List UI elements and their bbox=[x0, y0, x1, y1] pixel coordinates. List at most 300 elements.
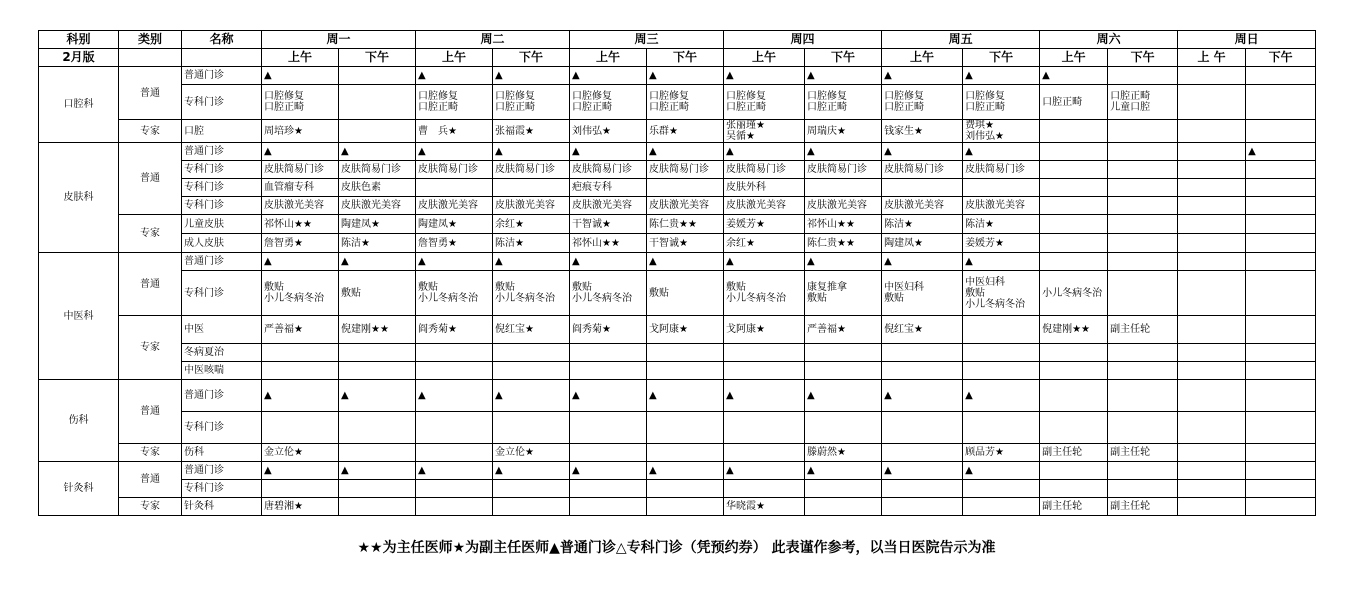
cell-text: 皮肤简易门诊 bbox=[264, 164, 324, 175]
cell-text: 陶建凤★ bbox=[884, 237, 924, 249]
clinic-name-cell: 专科门诊 bbox=[182, 85, 262, 120]
schedule-cell bbox=[963, 120, 1040, 143]
schedule-cell bbox=[416, 344, 493, 362]
schedule-cell bbox=[1178, 462, 1246, 480]
table-row bbox=[39, 161, 1316, 179]
schedule-table bbox=[38, 30, 1316, 516]
schedule-cell bbox=[493, 362, 570, 380]
schedule-cell bbox=[1108, 215, 1178, 234]
cell-text: 敷贴 bbox=[495, 282, 516, 293]
schedule-cell bbox=[1246, 412, 1316, 444]
schedule-cell bbox=[262, 344, 339, 362]
schedule-cell bbox=[882, 67, 963, 85]
cell-text: ▲ bbox=[884, 390, 892, 401]
schedule-cell bbox=[1040, 344, 1108, 362]
cell-text: ▲ bbox=[418, 70, 426, 81]
schedule-cell bbox=[882, 215, 963, 234]
schedule-cell bbox=[570, 271, 647, 316]
cell-text: 副主任轮 bbox=[1110, 447, 1151, 458]
schedule-cell bbox=[493, 143, 570, 161]
schedule-cell bbox=[1040, 143, 1108, 161]
schedule-cell bbox=[1108, 67, 1178, 85]
header-day-wed: 周三 bbox=[570, 31, 724, 49]
schedule-cell bbox=[416, 316, 493, 344]
schedule-cell bbox=[1246, 67, 1316, 85]
schedule-cell bbox=[724, 380, 805, 412]
cell-text: ▲ bbox=[965, 465, 973, 476]
header-day-thu: 周四 bbox=[724, 31, 882, 49]
cell-text: ▲ bbox=[572, 256, 580, 267]
clinic-name-cell: 中医咳喘 bbox=[182, 362, 262, 380]
cell-text: ▲ bbox=[965, 146, 973, 157]
schedule-cell bbox=[1178, 344, 1246, 362]
cell-text: 戈阿康★ bbox=[649, 324, 688, 335]
category-cell: 普通 bbox=[119, 143, 182, 215]
schedule-cell bbox=[647, 316, 724, 344]
pm-label: 下午 bbox=[963, 49, 1040, 67]
cell-text: 皮肤激光美容 bbox=[807, 200, 868, 211]
schedule-cell bbox=[570, 362, 647, 380]
cell-text: 吴循★ bbox=[726, 131, 756, 142]
am-label: 上午 bbox=[570, 49, 647, 67]
schedule-cell bbox=[416, 362, 493, 380]
schedule-cell bbox=[724, 197, 805, 215]
schedule-cell bbox=[963, 316, 1040, 344]
schedule-cell bbox=[882, 444, 963, 462]
schedule-cell bbox=[805, 215, 882, 234]
schedule-cell bbox=[262, 498, 339, 516]
schedule-cell bbox=[1040, 161, 1108, 179]
clinic-name-cell: 专科门诊 bbox=[182, 179, 262, 197]
schedule-cell bbox=[262, 161, 339, 179]
schedule-cell bbox=[1108, 412, 1178, 444]
schedule-cell bbox=[963, 498, 1040, 516]
schedule-cell bbox=[963, 253, 1040, 271]
cell-text: 皮肤激光美容 bbox=[726, 200, 787, 211]
schedule-cell bbox=[963, 344, 1040, 362]
schedule-cell bbox=[1178, 480, 1246, 498]
dept-cell: 中医科 bbox=[39, 253, 119, 380]
schedule-cell bbox=[882, 480, 963, 498]
schedule-cell bbox=[262, 412, 339, 444]
category-cell: 专家 bbox=[119, 498, 182, 516]
schedule-cell bbox=[1040, 67, 1108, 85]
schedule-cell bbox=[1040, 316, 1108, 344]
cell-text: 皮肤外科 bbox=[726, 182, 767, 193]
clinic-name-cell: 普通门诊 bbox=[182, 67, 262, 85]
cell-text: 口腔正畸 bbox=[1110, 91, 1151, 102]
schedule-cell bbox=[647, 179, 724, 197]
schedule-cell bbox=[647, 85, 724, 120]
cell-text: ▲ bbox=[726, 390, 734, 401]
schedule-cell bbox=[647, 271, 724, 316]
schedule-cell bbox=[416, 215, 493, 234]
table-row bbox=[39, 480, 1316, 498]
schedule-cell bbox=[724, 498, 805, 516]
schedule-cell bbox=[493, 197, 570, 215]
cell-text: ▲ bbox=[884, 146, 892, 157]
clinic-name-cell: 普通门诊 bbox=[182, 143, 262, 161]
cell-text: 倪红宝★ bbox=[884, 324, 924, 335]
schedule-cell bbox=[647, 462, 724, 480]
schedule-cell bbox=[493, 67, 570, 85]
schedule-cell bbox=[1178, 179, 1246, 197]
schedule-cell bbox=[1040, 253, 1108, 271]
cell-text: 张福霞★ bbox=[495, 125, 534, 137]
cell-text: 口腔修复 bbox=[264, 91, 304, 102]
header-day-fri: 周五 bbox=[882, 31, 1040, 49]
cell-text: 皮肤激光美容 bbox=[572, 200, 633, 211]
cell-text: 严善福★ bbox=[264, 324, 303, 335]
cell-text: ▲ bbox=[726, 146, 734, 157]
schedule-cell bbox=[963, 67, 1040, 85]
schedule-cell bbox=[1246, 85, 1316, 120]
schedule-cell bbox=[647, 234, 724, 253]
schedule-cell bbox=[1178, 197, 1246, 215]
cell-text: 小儿冬病冬治 bbox=[264, 293, 324, 304]
schedule-cell bbox=[882, 179, 963, 197]
category-cell: 专家 bbox=[119, 120, 182, 143]
cell-text: 小儿冬病冬治 bbox=[965, 298, 1026, 310]
cell-text: ▲ bbox=[418, 256, 426, 267]
schedule-cell bbox=[647, 197, 724, 215]
schedule-cell bbox=[963, 480, 1040, 498]
cell-text: 陈仁贵★★ bbox=[807, 237, 855, 249]
header-day-sun: 周日 bbox=[1178, 31, 1316, 49]
schedule-cell bbox=[805, 85, 882, 120]
schedule-cell bbox=[262, 480, 339, 498]
schedule-cell bbox=[647, 143, 724, 161]
schedule-cell bbox=[805, 197, 882, 215]
schedule-cell bbox=[570, 380, 647, 412]
schedule-cell bbox=[339, 344, 416, 362]
schedule-cell bbox=[416, 143, 493, 161]
cell-text: 阎秀菊★ bbox=[572, 324, 611, 335]
schedule-cell bbox=[805, 67, 882, 85]
schedule-cell bbox=[963, 444, 1040, 462]
cell-text: ▲ bbox=[341, 465, 349, 476]
cell-text: 皮肤简易门诊 bbox=[649, 164, 710, 175]
cell-text: 血管瘤专科 bbox=[264, 182, 314, 193]
schedule-cell bbox=[882, 380, 963, 412]
schedule-cell bbox=[339, 271, 416, 316]
pm-label: 下午 bbox=[1246, 49, 1316, 67]
schedule-cell bbox=[1040, 120, 1108, 143]
schedule-cell bbox=[493, 271, 570, 316]
pm-label: 下午 bbox=[805, 49, 882, 67]
cell-text: 祁怀山★★ bbox=[264, 218, 312, 230]
cell-text: 口腔正畸 bbox=[418, 102, 459, 113]
schedule-cell bbox=[1040, 179, 1108, 197]
schedule-cell bbox=[262, 179, 339, 197]
cell-text: ▲ bbox=[649, 390, 657, 401]
am-label: 上午 bbox=[262, 49, 339, 67]
cell-text: 敷贴 bbox=[726, 282, 747, 293]
cell-text: ▲ bbox=[807, 146, 815, 157]
schedule-cell bbox=[339, 215, 416, 234]
schedule-cell bbox=[1040, 480, 1108, 498]
schedule-cell bbox=[647, 498, 724, 516]
schedule-cell bbox=[570, 344, 647, 362]
schedule-cell bbox=[339, 179, 416, 197]
schedule-cell bbox=[1108, 271, 1178, 316]
schedule-cell bbox=[493, 161, 570, 179]
table-row bbox=[39, 444, 1316, 462]
schedule-cell bbox=[963, 215, 1040, 234]
cell-text: 周瑞庆★ bbox=[807, 125, 847, 137]
schedule-cell bbox=[493, 380, 570, 412]
schedule-cell bbox=[1178, 85, 1246, 120]
cell-text: 小儿冬病冬治 bbox=[572, 293, 633, 304]
cell-text: 口腔正畸 bbox=[807, 102, 848, 113]
schedule-cell bbox=[262, 271, 339, 316]
schedule-cell bbox=[724, 67, 805, 85]
cell-text: 口腔正畸 bbox=[965, 102, 1006, 113]
schedule-cell bbox=[1108, 380, 1178, 412]
table-row bbox=[39, 380, 1316, 412]
dept-cell: 口腔科 bbox=[39, 67, 119, 143]
cell-text: ▲ bbox=[807, 70, 815, 81]
schedule-cell bbox=[570, 412, 647, 444]
cell-text: 张丽瑾★ bbox=[726, 120, 766, 131]
schedule-cell bbox=[1178, 161, 1246, 179]
schedule-cell bbox=[416, 197, 493, 215]
schedule-cell bbox=[882, 143, 963, 161]
cell-text: 皮肤激光美容 bbox=[341, 200, 401, 211]
schedule-cell bbox=[724, 253, 805, 271]
cell-text: 口腔修复 bbox=[572, 91, 613, 102]
schedule-cell bbox=[724, 271, 805, 316]
schedule-cell bbox=[570, 498, 647, 516]
schedule-cell bbox=[570, 234, 647, 253]
cell-text: 副主任轮 bbox=[1042, 501, 1083, 512]
schedule-cell bbox=[882, 498, 963, 516]
schedule-cell bbox=[570, 67, 647, 85]
cell-text: 詹智勇★ bbox=[264, 237, 303, 249]
cell-text: 费琪★ bbox=[965, 120, 995, 131]
cell-text: 华晓霞★ bbox=[726, 501, 766, 512]
schedule-cell bbox=[724, 362, 805, 380]
schedule-cell bbox=[724, 344, 805, 362]
subheader-empty bbox=[182, 49, 262, 67]
cell-text: 康复推拿 bbox=[807, 282, 848, 293]
schedule-cell bbox=[1246, 344, 1316, 362]
schedule-cell bbox=[805, 253, 882, 271]
cell-text: 陈仁贵★★ bbox=[649, 218, 697, 230]
cell-text: ▲ bbox=[726, 465, 734, 476]
cell-text: ▲ bbox=[807, 390, 815, 401]
schedule-cell bbox=[963, 143, 1040, 161]
schedule-cell bbox=[1108, 234, 1178, 253]
cell-text: 小儿冬病冬治 bbox=[1042, 287, 1103, 299]
schedule-cell bbox=[882, 197, 963, 215]
schedule-cell bbox=[882, 253, 963, 271]
cell-text: 皮肤简易门诊 bbox=[884, 164, 945, 175]
schedule-cell bbox=[1108, 444, 1178, 462]
schedule-cell bbox=[1246, 480, 1316, 498]
cell-text: 陈洁★ bbox=[341, 237, 370, 249]
schedule-cell bbox=[1040, 412, 1108, 444]
schedule-cell bbox=[882, 234, 963, 253]
schedule-cell bbox=[493, 234, 570, 253]
schedule-cell bbox=[647, 161, 724, 179]
legend-footer: ★★为主任医师★为副主任医师▲普通门诊△专科门诊（凭预约券） 此表谨作参考，以当日医院告示为准 bbox=[357, 540, 996, 556]
schedule-cell bbox=[1246, 120, 1316, 143]
cell-text: 口腔正畸 bbox=[264, 102, 304, 113]
schedule-cell bbox=[416, 412, 493, 444]
cell-text: 皮肤色素 bbox=[341, 182, 381, 193]
schedule-cell bbox=[570, 179, 647, 197]
cell-text: 詹智勇★ bbox=[418, 237, 457, 249]
schedule-cell bbox=[805, 344, 882, 362]
cell-text: 滕蔚然★ bbox=[807, 447, 847, 458]
cell-text: 敷贴 bbox=[341, 287, 361, 299]
cell-text: 口腔修复 bbox=[807, 91, 848, 102]
clinic-name-cell: 专科门诊 bbox=[182, 480, 262, 498]
header-category: 类别 bbox=[119, 31, 182, 49]
cell-text: ▲ bbox=[495, 256, 503, 267]
table-row bbox=[39, 215, 1316, 234]
cell-text: 皮肤简易门诊 bbox=[726, 164, 787, 175]
cell-text: 副主任轮 bbox=[1110, 501, 1151, 512]
clinic-name-cell: 普通门诊 bbox=[182, 253, 262, 271]
schedule-cell bbox=[1040, 234, 1108, 253]
schedule-cell bbox=[570, 316, 647, 344]
schedule-cell bbox=[724, 215, 805, 234]
cell-text: 周培珍★ bbox=[264, 125, 303, 137]
schedule-cell bbox=[1246, 161, 1316, 179]
schedule-cell bbox=[1246, 143, 1316, 161]
table-row bbox=[39, 344, 1316, 362]
cell-text: 钱家生★ bbox=[884, 125, 924, 137]
schedule-cell bbox=[570, 161, 647, 179]
schedule-cell bbox=[882, 120, 963, 143]
schedule-cell bbox=[882, 362, 963, 380]
schedule-cell bbox=[493, 480, 570, 498]
schedule-cell bbox=[1178, 362, 1246, 380]
schedule-cell bbox=[493, 498, 570, 516]
cell-text: 皮肤激光美容 bbox=[965, 200, 1026, 211]
cell-text: 小儿冬病冬治 bbox=[418, 293, 479, 304]
schedule-cell bbox=[339, 462, 416, 480]
pm-label: 下午 bbox=[647, 49, 724, 67]
schedule-cell bbox=[262, 67, 339, 85]
cell-text: ▲ bbox=[341, 256, 349, 267]
schedule-cell bbox=[262, 234, 339, 253]
schedule-cell bbox=[1108, 161, 1178, 179]
schedule-cell bbox=[416, 234, 493, 253]
cell-text: 顾品芳★ bbox=[965, 447, 1005, 458]
cell-text: 皮肤简易门诊 bbox=[418, 164, 479, 175]
dept-cell: 伤科 bbox=[39, 380, 119, 462]
schedule-cell bbox=[493, 215, 570, 234]
cell-text: ▲ bbox=[264, 465, 272, 476]
cell-text: 敷贴 bbox=[965, 287, 986, 299]
version-label: 2月版 bbox=[39, 49, 119, 67]
cell-text: 陈洁★ bbox=[495, 237, 524, 249]
dept-cell: 针灸科 bbox=[39, 462, 119, 516]
cell-text: 副主任轮 bbox=[1110, 324, 1151, 335]
schedule-cell bbox=[262, 197, 339, 215]
schedule-cell bbox=[724, 179, 805, 197]
cell-text: ▲ bbox=[264, 146, 272, 157]
cell-text: 金立伦★ bbox=[264, 447, 303, 458]
cell-text: ▲ bbox=[495, 70, 503, 81]
header-dept: 科别 bbox=[39, 31, 119, 49]
subheader-empty bbox=[119, 49, 182, 67]
schedule-cell bbox=[963, 462, 1040, 480]
table-row bbox=[39, 197, 1316, 215]
am-label: 上午 bbox=[1040, 49, 1108, 67]
schedule-cell bbox=[1178, 412, 1246, 444]
schedule-cell bbox=[262, 362, 339, 380]
cell-text: 乐群★ bbox=[649, 125, 678, 137]
schedule-cell bbox=[493, 412, 570, 444]
schedule-cell bbox=[1246, 197, 1316, 215]
schedule-cell bbox=[262, 143, 339, 161]
cell-text: 口腔正畸 bbox=[726, 102, 767, 113]
schedule-cell bbox=[1040, 444, 1108, 462]
category-cell: 普通 bbox=[119, 380, 182, 444]
schedule-cell bbox=[339, 412, 416, 444]
clinic-name-cell: 普通门诊 bbox=[182, 462, 262, 480]
schedule-cell bbox=[805, 120, 882, 143]
cell-text: 口腔正畸 bbox=[1042, 96, 1083, 108]
schedule-cell bbox=[1178, 444, 1246, 462]
table-row bbox=[39, 143, 1316, 161]
schedule-cell bbox=[339, 120, 416, 143]
schedule-cell bbox=[1246, 444, 1316, 462]
cell-text: ▲ bbox=[726, 70, 734, 81]
schedule-cell bbox=[724, 234, 805, 253]
schedule-cell bbox=[416, 85, 493, 120]
schedule-cell bbox=[805, 234, 882, 253]
cell-text: ▲ bbox=[649, 146, 657, 157]
cell-text: 皮肤激光美容 bbox=[264, 200, 324, 211]
schedule-cell bbox=[963, 234, 1040, 253]
table-row bbox=[39, 120, 1316, 143]
schedule-cell bbox=[1246, 271, 1316, 316]
cell-text: 戈阿康★ bbox=[726, 324, 766, 335]
schedule-cell bbox=[339, 253, 416, 271]
am-label-sunday: 上 午 bbox=[1178, 49, 1246, 67]
category-cell: 普通 bbox=[119, 253, 182, 316]
cell-text: 皮肤简易门诊 bbox=[807, 164, 868, 175]
cell-text: ▲ bbox=[341, 390, 349, 401]
schedule-cell bbox=[805, 143, 882, 161]
schedule-cell bbox=[647, 362, 724, 380]
cell-text: 敷贴 bbox=[572, 282, 593, 293]
schedule-cell bbox=[416, 179, 493, 197]
schedule-cell bbox=[262, 253, 339, 271]
schedule-cell bbox=[724, 85, 805, 120]
schedule-cell bbox=[1040, 85, 1108, 120]
schedule-cell bbox=[416, 498, 493, 516]
clinic-name-cell: 中医 bbox=[182, 316, 262, 344]
cell-text: 口腔正畸 bbox=[649, 102, 690, 113]
header-day-tue: 周二 bbox=[416, 31, 570, 49]
schedule-cell bbox=[493, 444, 570, 462]
schedule-cell bbox=[1178, 498, 1246, 516]
schedule-cell bbox=[339, 234, 416, 253]
schedule-cell bbox=[416, 380, 493, 412]
schedule-cell bbox=[724, 412, 805, 444]
cell-text: 祁怀山★★ bbox=[807, 218, 855, 230]
cell-text: 中医妇科 bbox=[965, 276, 1006, 288]
cell-text: ▲ bbox=[965, 390, 973, 401]
clinic-name-cell: 儿童皮肤 bbox=[182, 215, 262, 234]
pm-label: 下午 bbox=[1108, 49, 1178, 67]
